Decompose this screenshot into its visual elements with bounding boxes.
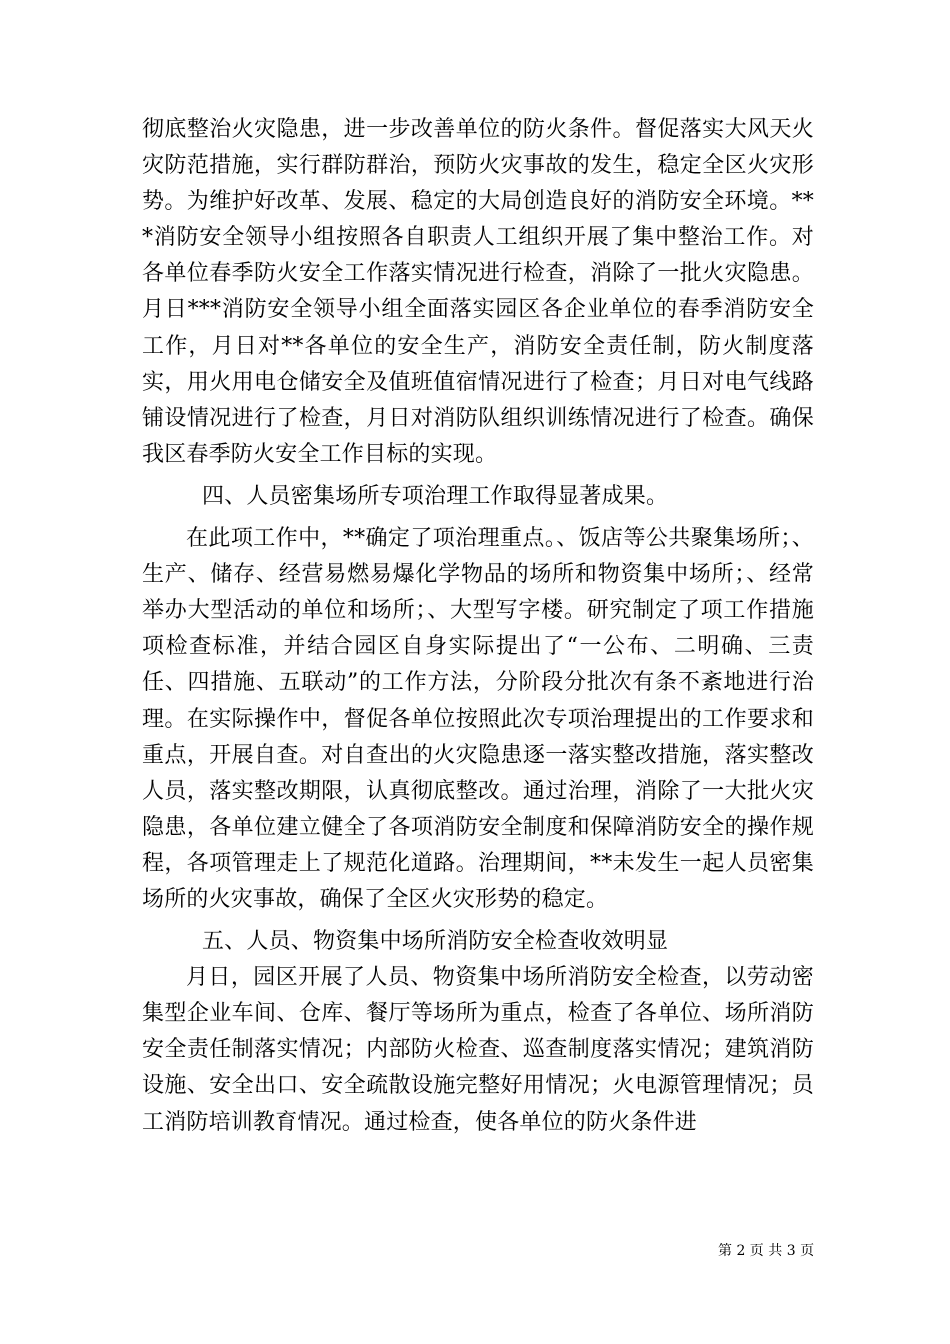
paragraph-section-four: 在此项工作中，**确定了项治理重点。、饭店等公共聚集场所；、生产、储存、经营易燃易爆化学物品的场所和物资集中场所；、经常举办大型活动的单位和场所；、大型写字楼。研究制定了项工作措施项检查标准，并结合园区自身实际提出了“一公布、二明确、三责任、四措施、五联动”的工作方法，分阶段分批次有条不紊地进行治理。在实际操作中，督促各单位按照此次专项治理提出的工作要求和重点，开展自查。对自查出的火灾隐患逐一落实整改措施，落实整改人员，落实整改期限，认真彻底整改。通过治理，消除了一大批火灾隐患，各单位建立健全了各项消防安全制度和保障消防安全的操作规程，各项管理走上了规范化道路。治理期间，**未发生一起人员密集场所的火灾事故，确保了全区火灾形势的稳定。 [142,526,814,912]
section-heading-four: 四、人员密集场所专项治理工作取得显著成果。 [202,483,669,509]
paragraph-continued: 彻底整治火灾隐患，进一步改善单位的防火条件。督促落实大风天火灾防范措施，实行群防群治，预防火灾事故的发生，稳定全区火灾形势。为维护好改革、发展、稳定的大局创造良好的消防安全环境。***消防安全领导小组按照各自职责人工组织开展了集中整治工作。对各单位春季防火安全工作落实情况进行检查，消除了一批火灾隐患。月日***消防安全领导小组全面落实园区各企业单位的春季消防安全工作，月日对**各单位的安全生产，消防安全责任制，防火制度落实，用火用电仓储安全及值班值宿情况进行了检查；月日对电气线路铺设情况进行了检查，月日对消防队组织训练情况进行了检查。确保我区春季防火安全工作目标的实现。 [142,117,814,467]
paragraph-section-five: 月日，园区开展了人员、物资集中场所消防安全检查，以劳动密集型企业车间、仓库、餐厅等场所为重点，检查了各单位、场所消防安全责任制落实情况；内部防火检查、巡查制度落实情况；建筑消防设施、安全出口、安全疏散设施完整好用情况；火电源管理情况；员工消防培训教育情况。通过检查，使各单位的防火条件进 [142,965,814,1135]
page-number-footer: 第 2 页 共 3 页 [718,1243,815,1259]
section-heading-five: 五、人员、物资集中场所消防安全检查收效明显 [202,929,669,955]
document-body [142,112,814,1141]
